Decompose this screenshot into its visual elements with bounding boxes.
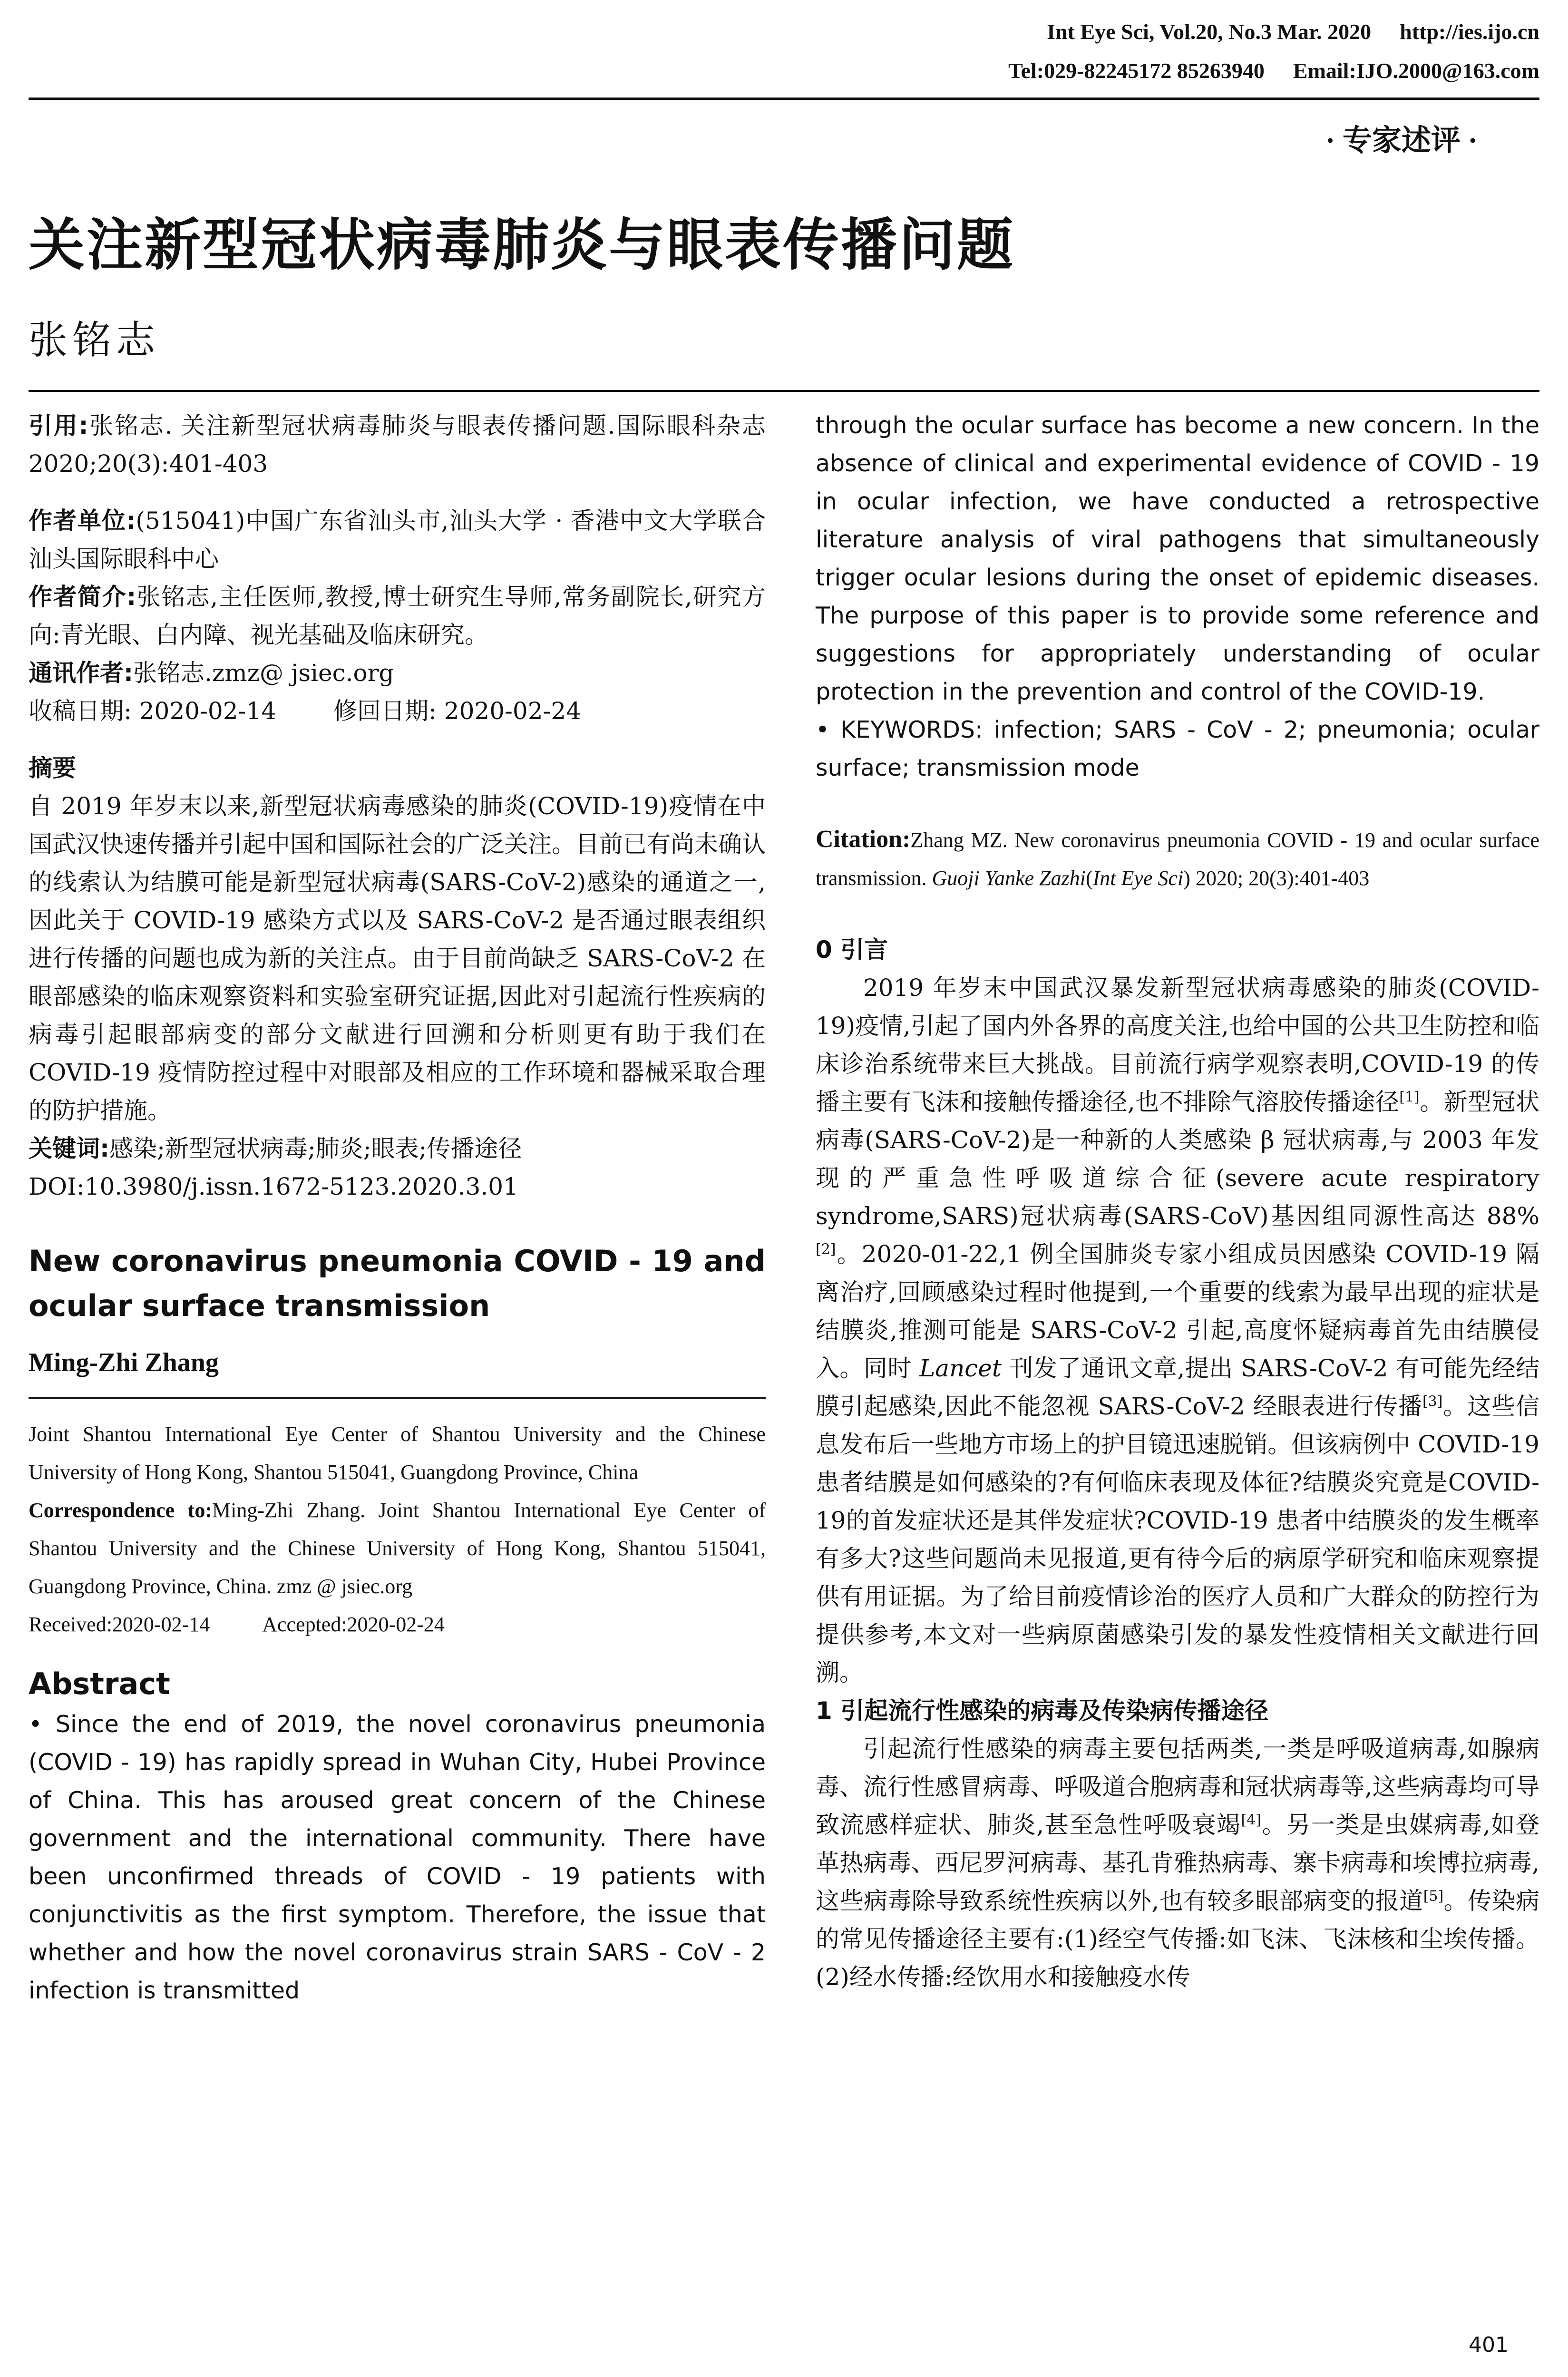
citation-en-text-a: Zhang MZ. New coronavirus pneumonia COVID - 19 and ocular surface transmission.	[816, 828, 1539, 890]
correspondence-cn-label: 通讯作者:	[29, 659, 133, 687]
dates-cn	[29, 692, 766, 730]
correspondence-en-text[interactable]: Ming-Zhi Zhang. Joint Shantou International Eye Center of Shantou University and the Chinese University of Hong Kong, Shantou 515041, Guangdong Province, China. zmz @ jsiec.org	[29, 1499, 766, 1598]
right-column	[816, 407, 1539, 1996]
correspondence-en-label: Correspondence to:	[29, 1499, 212, 1522]
page-title: 关注新型冠状病毒肺炎与眼表传播问题	[29, 212, 1015, 278]
section1-text-b: 。另一类是虫媒病毒,如登革热病毒、西尼罗河病毒、基孔肯雅热病毒、寨卡病毒和埃博拉病毒,这些病毒除导致系统性疾病以外,也有较多眼部病变的报道	[816, 1811, 1539, 1915]
correspondence-en	[29, 1491, 766, 1606]
section1-text-a: 引起流行性感染的病毒主要包括两类,一类是呼吸道病毒,如腺病毒、流行性感冒病毒、呼吸道合胞病毒和冠状病毒等,这些病毒均可导致流感样症状、肺炎,甚至急性呼吸衰竭	[816, 1735, 1539, 1839]
section0-paragraph	[816, 969, 1539, 1692]
section1-heading: 1 引起流行性感染的病毒及传染病传播途径	[816, 1697, 1269, 1724]
journal-lancet: Lancet	[919, 1354, 1002, 1382]
ref-5[interactable]: [5]	[1423, 1888, 1444, 1905]
ref-1[interactable]: [1]	[1399, 1089, 1420, 1106]
header-rule	[29, 97, 1539, 100]
doi[interactable]: DOI:10.3980/j.issn.1672-5123.2020.3.01	[29, 1173, 518, 1200]
citation-cn	[29, 407, 766, 483]
citation-en	[816, 820, 1539, 897]
affiliation-cn-text: (515041)中国广东省汕头市,汕头大学 · 香港中文大学联合汕头国际眼科中心	[29, 507, 766, 573]
bio-cn-text: 张铭志,主任医师,教授,博士研究生导师,常务副院长,研究方向:青光眼、白内障、视光基础及临床研究。	[29, 583, 766, 649]
section-label: · 专家述评 ·	[1325, 125, 1478, 157]
bio-cn-label: 作者简介:	[29, 583, 136, 611]
section1-paragraph	[816, 1730, 1539, 1996]
ref-3[interactable]: [3]	[1422, 1393, 1443, 1410]
section0-text-e: 。这些信息发布后一些地方市场上的护目镜迅速脱销。但该病例中 COVID-19 患者结膜是如何感染的?有何临床表现及体征?结膜炎究竟是COVID-19的首发症状还是其伴发症状?COVID-19 患者中结膜炎的发生概率有多大?这些问题尚未见报道,更有待今后的病原学研究和临床观察提供有用证据。为了给目前疫情诊治的医疗人员和广大群众的防控行为提供参考,本文对一些病原菌感染引发的暴发性疫情相关文献进行回溯。	[816, 1393, 1539, 1686]
journal-header-line-1	[1018, 19, 1539, 44]
abstract-en-text-part1: • Since the end of 2019, the novel coronavirus pneumonia (COVID - 19) has rapidly spread in Wuhan City, Hubei Province of China. This has aroused great concern of the Chinese government and the international community. There have been unconfirmed threads of COVID - 19 patients with conjunctivitis as the first symptom. Therefore, the issue that whether and how the novel coronavirus strain SARS - CoV - 2 infection is transmitted	[29, 1711, 766, 2004]
affiliation-en: Joint Shantou International Eye Center of Shantou University and the Chinese University of Hong Kong, Shantou 515041, Guangdong Province, China	[29, 1422, 766, 1484]
english-author: Ming-Zhi Zhang	[29, 1348, 219, 1377]
author-name-cn: 张铭志	[29, 319, 160, 362]
ref-2[interactable]: [2]	[816, 1241, 836, 1258]
keywords-cn	[29, 1130, 766, 1168]
ref-4[interactable]: [4]	[1241, 1812, 1262, 1829]
correspondence-cn	[29, 654, 766, 692]
keywords-cn-text: 感染;新型冠状病毒;肺炎;眼表;传播途径	[109, 1135, 522, 1162]
journal-tel: Tel:029-82245172 85263940	[1008, 58, 1265, 83]
dates-en	[29, 1606, 766, 1644]
abstract-cn-text: 自 2019 年岁末以来,新型冠状病毒感染的肺炎(COVID-19)疫情在中国武汉快速传播并引起中国和国际社会的广泛关注。目前已有尚未确认的线索认为结膜可能是新型冠状病毒(SARS-CoV-2)感染的通道之一,因此关于 COVID-19 感染方式以及 SARS-CoV-2 是否通过眼表组织进行传播的问题也成为新的关注点。由于目前尚缺乏 SARS-CoV-2 在眼部感染的临床观察资料和实验室研究证据,因此对引起流行性疾病的病毒引起眼部病变的部分文献进行回溯和分析则更有助于我们在 COVID-19 疫情防控过程中对眼部及相应的工作环境和器械采取合理的防护措施。	[29, 792, 766, 1124]
section0-text-d: 刊发了通讯文章,提出 SARS-CoV-2 有可能先经结膜引起感染,因此不能忽视 SARS-CoV-2 经眼表进行传播	[816, 1354, 1539, 1420]
section0-text-c: 。2020-01-22,1 例全国肺炎专家小组成员因感染 COVID-19 隔离治疗,回顾感染过程时他提到,一个重要的线索为最早出现的症状是结膜炎,推测可能是 SARS-CoV-2 引起,高度怀疑病毒首先由结膜侵入。同时	[816, 1240, 1539, 1382]
revised-cn: 修回日期: 2020-02-24	[333, 697, 582, 725]
section0-text-a: 2019 年岁末中国武汉暴发新型冠状病毒感染的肺炎(COVID-19)疫情,引起了国内外各界的高度关注,也给中国的公共卫生防控和临床诊治系统带来巨大挑战。目前流行病学观察表明,COVID-19 的传播主要有飞沫和接触传播途径,也不排除气溶胶传播途径	[816, 974, 1539, 1116]
citation-en-label: Citation:	[816, 826, 911, 853]
abstract-en-text-part2: through the ocular surface has become a new concern. In the absence of clinical and experimental evidence of COVID - 19 in ocular infection, we have conducted a retrospective literature analysis of viral pathogens that simultaneously trigger ocular lesions during the onset of epidemic diseases. The purpose of this paper is to provide some reference and suggestions for appropriately understanding of ocular protection in the prevention and control of the COVID-19.	[816, 412, 1539, 705]
page-number: 401	[1469, 2333, 1509, 2357]
accepted-en: Accepted:2020-02-24	[262, 1613, 445, 1636]
keywords-cn-label: 关键词:	[29, 1135, 109, 1162]
keywords-en: • KEYWORDS: infection; SARS - CoV - 2; pneumonia; ocular surface; transmission mode	[816, 716, 1539, 781]
citation-cn-text: 张铭志. 关注新型冠状病毒肺炎与眼表传播问题.国际眼科杂志 2020;20(3):401-403	[29, 412, 766, 477]
journal-email[interactable]: Email:IJO.2000@163.com	[1293, 58, 1539, 83]
journal-info: Int Eye Sci, Vol.20, No.3 Mar. 2020	[1047, 19, 1372, 44]
citation-en-text-b: (	[1086, 867, 1093, 890]
citation-en-journal-abbr: Int Eye Sci	[1092, 867, 1184, 890]
citation-en-text-c: ) 2020; 20(3):401-403	[1183, 867, 1370, 890]
citation-en-journal: Guoji Yanke Zazhi	[932, 867, 1086, 890]
received-en: Received:2020-02-14	[29, 1613, 210, 1636]
affiliation-cn	[29, 502, 766, 578]
section1-text-c: 。传染病的常见传播途径主要有:(1)经空气传播:如飞沫、飞沫核和尘埃传播。(2)经水传播:经饮用水和接触疫水传	[816, 1887, 1539, 1991]
citation-cn-label: 引用:	[29, 412, 88, 439]
journal-url[interactable]: http://ies.ijo.cn	[1400, 19, 1539, 44]
correspondence-cn-text[interactable]: 张铭志.zmz@ jsiec.org	[133, 659, 394, 687]
left-column	[29, 407, 766, 2010]
section0-text-b: 。新型冠状病毒(SARS-CoV-2)是一种新的人类感染 β 冠状病毒,与 2003 年发现的严重急性呼吸道综合征(severe acute respiratory syndrome,SARS)冠状病毒(SARS-CoV)基因组同源性高达 88%	[816, 1088, 1539, 1230]
received-cn: 收稿日期: 2020-02-14	[29, 697, 277, 725]
affiliation-cn-label: 作者单位:	[29, 507, 136, 535]
bio-cn	[29, 578, 766, 654]
english-author-rule	[29, 1397, 766, 1399]
title-rule	[29, 390, 1539, 392]
abstract-en-heading: Abstract	[29, 1666, 170, 1701]
section0-heading: 0 引言	[816, 936, 888, 964]
english-title: New coronavirus pneumonia COVID - 19 and ocular surface transmission	[29, 1244, 766, 1323]
abstract-cn-heading: 摘要	[29, 754, 76, 782]
journal-header-line-2	[980, 58, 1539, 83]
